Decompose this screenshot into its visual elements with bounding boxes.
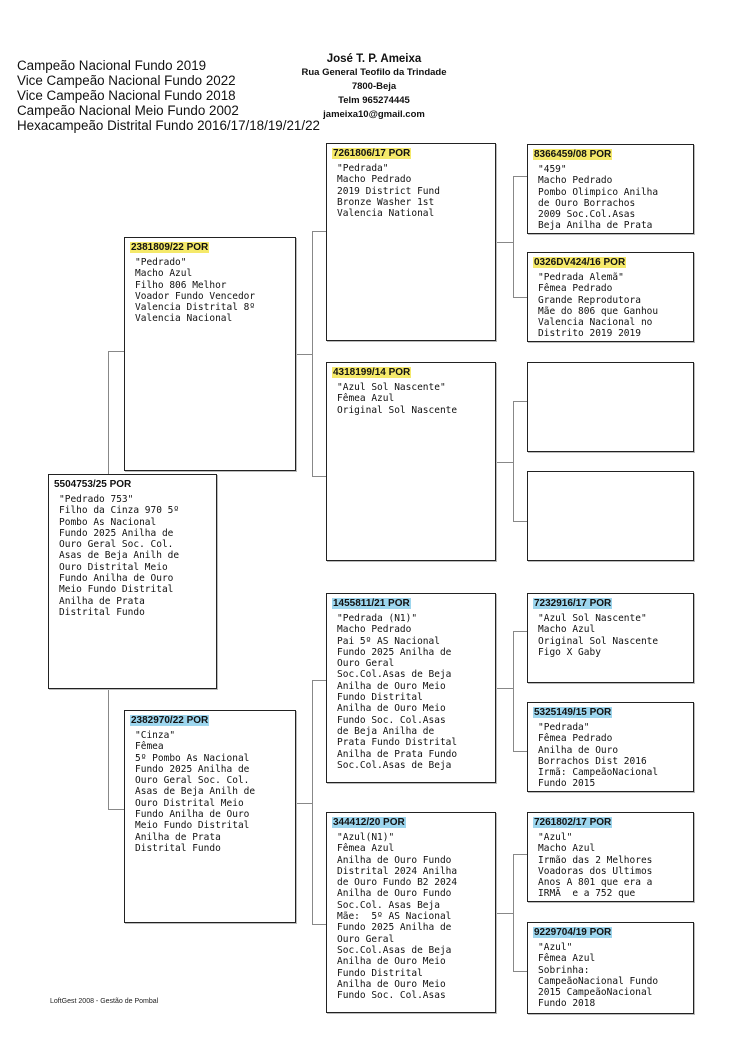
connector-line <box>513 176 527 177</box>
pigeon-description: "Azul" Fêmea Azul Sobrinha: CampeãoNacional Fundo 2015 CampeãoNacional Fundo 2018 <box>538 942 659 1010</box>
connector-line <box>513 521 527 522</box>
connector-line <box>513 631 527 632</box>
ring-highlight: 7261806/17 POR <box>333 148 411 159</box>
connector-line <box>513 971 527 972</box>
ring-number <box>533 707 612 719</box>
connector-line <box>108 351 124 352</box>
pigeon-description: "Pedrada Alemã" Fêmea Pedrado Grande Reprodutora Mãe do 806 que Ganhou Valencia Nacional no Distrito 2019 2019 <box>538 272 659 340</box>
pigeon-card-sire-sire <box>326 143 496 341</box>
ring-number <box>533 257 626 269</box>
achievement-title: Hexacampeão Distrital Fundo 2016/17/18/19/21/22 <box>17 118 320 133</box>
pigeon-card-ss-sire <box>527 144 694 234</box>
owner-street: Rua General Teofilo da Trindade <box>301 67 447 78</box>
ring-number <box>332 598 411 610</box>
ring-highlight: 7232916/17 POR <box>534 598 612 609</box>
ring-number <box>130 242 209 254</box>
pigeon-card-sd-sire-empty <box>527 362 694 452</box>
connector-line <box>513 401 527 402</box>
pigeon-description: "Azul Sol Nascente" Fêmea Azul Original Sol Nascente <box>337 382 458 416</box>
achievement-title: Campeão Nacional Meio Fundo 2002 <box>17 103 239 118</box>
pigeon-description: "Pedrado 753" Filho da Cinza 970 5º Pombo As Nacional Fundo 2025 Anilha de Ouro Geral Soc. Col. Asas de Beja Anilh de Ouro Distrital Meio Fundo Anilha de Ouro Meio Fundo Distrital Anilha de Prata Distrital Fundo <box>59 494 180 618</box>
pigeon-description: "459" Macho Pedrado Pombo Olimpico Anilha de Ouro Borrachos 2009 Soc.Col.Asas Beja Anilha de Prata <box>538 164 659 232</box>
ring-number <box>130 715 209 727</box>
ring-number <box>533 598 612 610</box>
ring-highlight: 2381809/22 POR <box>131 242 209 253</box>
owner-contact <box>288 52 460 122</box>
ring-number: 5504753/25 POR <box>54 479 132 490</box>
connector-line <box>296 803 312 804</box>
pigeon-description: "Azul Sol Nascente" Macho Azul Original Sol Nascente Figo X Gaby <box>538 613 659 658</box>
achievement-title: Vice Campeão Nacional Fundo 2018 <box>17 88 236 103</box>
pigeon-description: "Pedrada" Macho Pedrado 2019 District Fund Bronze Washer 1st Valencia National <box>337 163 440 220</box>
pigeon-description: "Cinza" Fêmea 5º Pombo As Nacional Fundo 2025 Anilha de Ouro Geral Soc. Col. Asas de Beja Anilh de Ouro Distrital Meio Fundo Anilha de Ouro Meio Fundo Distrital Anilha de Prata Distrital Fundo <box>135 730 256 854</box>
pigeon-description: "Azul(N1)" Fêmea Azul Anilha de Ouro Fundo Distrital 2024 Anilha de Ouro Fundo B2 2024 Anilha de Ouro Fundo Soc.Col. Asas Beja Mãe: 5º AS Nacional Fundo 2025 Anilha de Ouro Geral Soc.Col.Asas de Beja Anilha de Ouro Meio Fundo Distrital Anilha de Ouro Meio Fundo Soc. Col.Asas <box>337 832 458 1002</box>
owner-email: jameixa10@gmail.com <box>323 109 425 120</box>
ring-number <box>533 927 612 939</box>
pigeon-description: "Pedrado" Macho Azul Filho 806 Melhor Voador Fundo Vencedor Valencia Distrital 8º Valencia Nacional <box>135 257 256 325</box>
ring-number <box>533 817 612 829</box>
ring-number <box>332 367 411 379</box>
connector-line <box>496 462 513 463</box>
connector-line <box>513 854 514 972</box>
pigeon-description: "Azul" Macho Azul Irmão das 2 Melhores Voadoras dos Ultimos Anos A 801 que era a IRMÃ e a 752 que <box>538 832 653 900</box>
pigeon-card-sire-dam <box>326 362 496 561</box>
ring-highlight: 344412/20 POR <box>333 817 405 828</box>
owner-city: 7800-Beja <box>351 81 397 92</box>
pigeon-card-sd-dam-empty <box>527 471 694 561</box>
connector-line <box>108 351 109 475</box>
connector-line <box>513 297 527 298</box>
achievement-title: Vice Campeão Nacional Fundo 2022 <box>17 73 236 88</box>
pigeon-card-sire <box>124 237 296 471</box>
connector-line <box>513 751 527 752</box>
pigeon-description: "Pedrada (N1)" Macho Pedrado Pai 5º AS Nacional Fundo 2025 Anilha de Ouro Geral Soc.Col.Asas de Beja Anilha de Ouro Meio Fundo Distrital Anilha de Ouro Meio Fundo Soc. Col.Asas de Beja Anilha de Prata Fundo Distrital Anilha de Prata Fundo Soc.Col.Asas de Beja <box>337 613 458 771</box>
ring-number <box>332 817 406 829</box>
connector-line <box>496 688 513 689</box>
pigeon-card-ss-dam <box>527 252 694 342</box>
pigeon-card-ds-dam <box>527 702 694 792</box>
achievements-list <box>17 58 320 133</box>
ring-highlight: 0326DV424/16 POR <box>534 257 626 268</box>
connector-line <box>312 231 313 477</box>
ring-highlight: 4318199/14 POR <box>333 367 411 378</box>
owner-name: José T. P. Ameixa <box>326 53 422 65</box>
connector-line <box>496 913 513 914</box>
ring-number <box>332 148 411 160</box>
software-footer: LoftGest 2008 - Gestão de Pombal <box>50 998 159 1005</box>
ring-highlight: 2382970/22 POR <box>131 715 209 726</box>
connector-line <box>108 809 124 810</box>
pigeon-card-dam-sire <box>326 593 496 783</box>
ring-highlight: 1455811/21 POR <box>333 598 410 609</box>
connector-line <box>296 354 312 355</box>
pigeon-card-dam-dam <box>326 812 496 1013</box>
pigeon-card-dam <box>124 710 296 923</box>
connector-line <box>312 924 326 925</box>
owner-phone: Telm 965274445 <box>338 95 410 106</box>
pigeon-card-ds-sire <box>527 593 694 683</box>
ring-highlight: 7261802/17 POR <box>534 817 612 828</box>
pigeon-card-dd-dam <box>527 922 694 1014</box>
connector-line <box>513 854 527 855</box>
ring-highlight: 8366459/08 POR <box>534 149 612 160</box>
connector-line <box>496 242 513 243</box>
connector-line <box>108 688 109 809</box>
pigeon-card-dd-sire <box>527 812 694 902</box>
pigeon-description: "Pedrada" Fêmea Pedrado Anilha de Ouro Borrachos Dist 2016 Irmã: CampeãoNacional Fundo 2015 <box>538 722 659 790</box>
ring-highlight: 9229704/19 POR <box>534 927 612 938</box>
achievement-title: Campeão Nacional Fundo 2019 <box>17 58 207 73</box>
ring-highlight: 5325149/15 POR <box>534 707 612 718</box>
connector-line <box>312 680 326 681</box>
connector-line <box>312 231 326 232</box>
pigeon-card-subject <box>48 474 217 689</box>
connector-line <box>513 176 514 298</box>
connector-line <box>312 476 326 477</box>
connector-line <box>513 631 514 752</box>
ring-number <box>533 149 612 161</box>
connector-line <box>513 401 514 522</box>
connector-line <box>312 680 313 925</box>
